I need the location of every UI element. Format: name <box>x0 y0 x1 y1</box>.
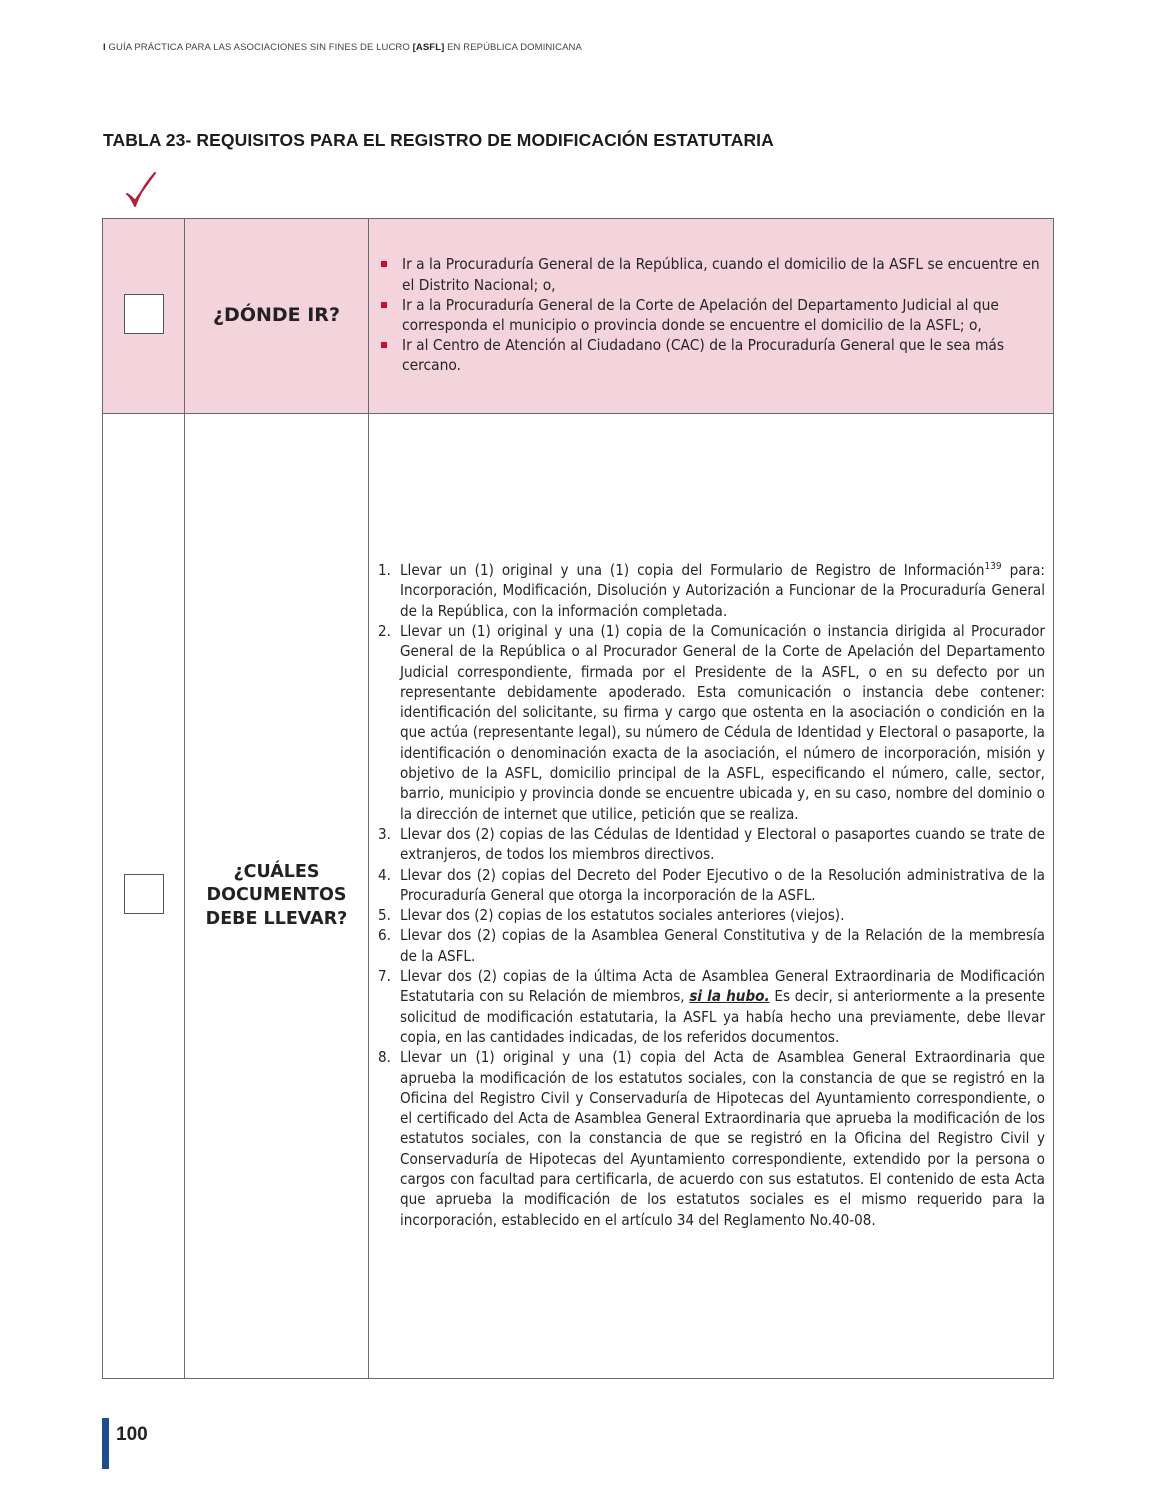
item-text: Llevar un (1) original y una (1) copia del Formulario de Registro de Información <box>400 561 985 580</box>
table-title: TABLA 23- REQUISITOS PARA EL REGISTRO DE MODIFICACIÓN ESTATUTARIA <box>103 130 774 150</box>
list-item <box>378 1047 1045 1230</box>
item-text: Llevar dos (2) copias de la Asamblea General Constitutiva y de la Relación de la membresía de la ASFL. <box>400 926 1045 965</box>
item-number: 4. <box>378 865 391 884</box>
row-label: ¿DÓNDE IR? <box>213 304 340 327</box>
table-row <box>103 219 1054 414</box>
item-text: Llevar un (1) original y una (1) copia de la Comunicación o instancia dirigida al Procurador General de la República o al Procurador General de la Corte de Apelación del Departamento Judicial correspondiente, firmada por el Presidente de la ASFL, o en su defecto por un representante debidamente apoderado. Esta comunicación o instancia debe contener: identificación del solicitante, su firma y cargo que ostenta en la asociación o condición en la que actúa (representante legal), su número de Cédula de Identidad y Electoral o pasaporte, la identificación o denominación exacta de la asociación, el número de incorporación, misión y objetivo de la ASFL, domicilio principal de la ASFL, especificando el número, calle, sector, barrio, municipio y provincia donde se encuentre ubicada y, en su caso, nombre del dominio o la dirección de internet que utilice, petición que se realiza. <box>400 621 1045 823</box>
row-label-cell <box>185 219 369 414</box>
list-item <box>378 824 1045 865</box>
item-text: para: Incorporación, Modificación, Disolución y Autorización a Funcionar de la Procuraduría General de la República, con la información completada. <box>400 561 1045 620</box>
row-label-cell <box>185 414 369 1379</box>
page-number: 100 <box>116 1424 148 1445</box>
checkbox-icon[interactable] <box>124 294 164 334</box>
item-number: 1. <box>378 561 391 580</box>
checkbox-cell <box>103 414 185 1379</box>
item-text: Es decir, si anteriormente a la presente solicitud de modificación estatutaria, la ASFL ya había hecho una previamente, debe llevar copia, en las cantidades indicadas, de los referidos documentos. <box>400 987 1046 1046</box>
list-item <box>378 621 1045 824</box>
page-number-bar <box>102 1418 109 1469</box>
check-mark-icon <box>124 170 158 210</box>
list-item <box>378 966 1045 1047</box>
item-text: Llevar dos (2) copias de los estatutos sociales anteriores (viejos). <box>400 906 845 925</box>
running-header <box>103 42 582 53</box>
item-text: Llevar dos (2) copias del Decreto del Poder Ejecutivo o de la Resolución administrativa de la Procuraduría General que otorga la incorporación de la ASFL. <box>400 865 1045 904</box>
item-number: 8. <box>378 1048 391 1067</box>
list-item: Ir al Centro de Atención al Ciudadano (CAC) de la Procuraduría General que le sea más cercano. <box>378 335 1045 375</box>
row-content <box>369 219 1054 414</box>
list-item <box>378 865 1045 906</box>
item-number: 5. <box>378 906 391 925</box>
item-number: 3. <box>378 824 391 843</box>
requirements-table <box>102 218 1054 1379</box>
footnote-ref[interactable]: 139 <box>984 561 1002 573</box>
row-label: ¿CUÁLES DOCUMENTOS DEBE LLEVAR? <box>205 861 348 929</box>
item-text: Llevar dos (2) copias de las Cédulas de Identidad y Electoral o pasaportes cuando se trate de extranjeros, de todos los miembros directivos. <box>400 824 1045 864</box>
numbered-list <box>378 560 1045 1230</box>
item-number: 2. <box>378 621 391 640</box>
row-content <box>369 414 1054 1379</box>
list-item <box>378 905 1045 925</box>
header-marker: I <box>103 42 106 53</box>
list-item <box>378 560 1045 621</box>
header-acronym: [ASFL] <box>412 42 445 53</box>
emphasis-text: si la hubo. <box>689 987 770 1006</box>
checkbox-cell <box>103 219 185 414</box>
header-text: GUÍA PRÁCTICA PARA LAS ASOCIACIONES SIN FINES DE LUCRO <box>108 42 410 53</box>
table-row <box>103 414 1054 1379</box>
header-text-end: EN REPÚBLICA DOMINICANA <box>447 42 582 53</box>
bullet-list <box>378 254 1045 375</box>
checkbox-icon[interactable] <box>124 874 164 914</box>
list-item <box>378 925 1045 966</box>
item-text: Llevar dos (2) copias de la última Acta de Asamblea General Extraordinaria de Modificación Estatutaria con su Relación de miembros, <box>400 967 1045 1006</box>
list-item: Ir a la Procuraduría General de la República, cuando el domicilio de la ASFL se encuentre en el Distrito Nacional; o, <box>378 254 1045 294</box>
item-number: 6. <box>378 926 391 945</box>
item-text: Llevar un (1) original y una (1) copia del Acta de Asamblea General Extraordinaria que aprueba la modificación de los estatutos sociales, con la constancia de que se registró en la Oficina del Registro Civil y Conservaduría de Hipotecas del Ayuntamiento correspondiente, o el certificado del Acta de Asamblea General Extraordinaria que aprueba la modificación de los estatutos sociales, con la constancia de que se registró en la Oficina del Registro Civil y Conservaduría de Hipotecas del Ayuntamiento correspondiente, extendido por la persona o cargos con facultad para certificarla, de acuerdo con sus estatutos. El contenido de esta Acta que aprueba la modificación de los estatutos sociales es el mismo requerido para la incorporación, establecido en el artículo 34 del Reglamento No.40-08. <box>400 1048 1045 1229</box>
item-number: 7. <box>378 967 391 986</box>
list-item: Ir a la Procuraduría General de la Corte de Apelación del Departamento Judicial al que corresponda el municipio o provincia donde se encuentre el domicilio de la ASFL; o, <box>378 295 1045 335</box>
